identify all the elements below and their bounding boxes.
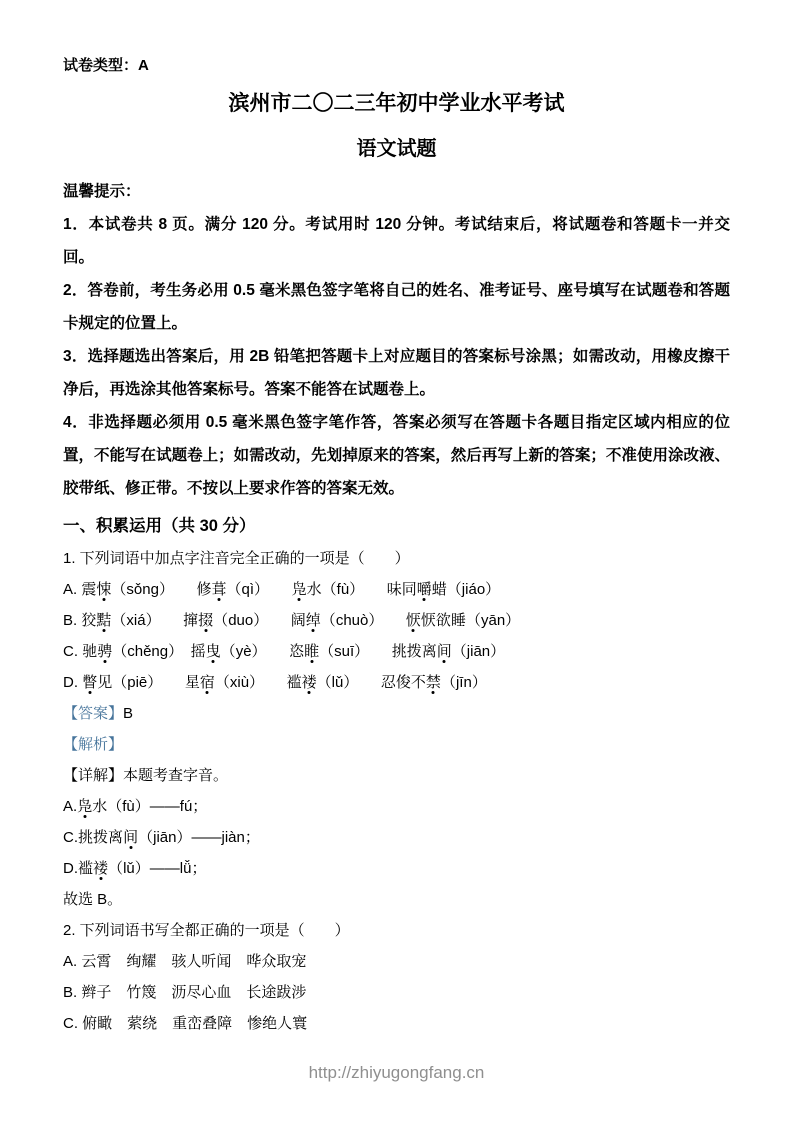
emphasized-char: 黠	[96, 612, 112, 629]
exam-subtitle: 语文试题	[356, 138, 437, 160]
question-2-option-b: B. 辫子 竹篾 沥尽心血 长途跋涉	[63, 984, 307, 1001]
emphasized-char: 凫	[77, 798, 93, 815]
detail-line-d: D.褴褛（lǔ）——lǚ；	[63, 860, 207, 877]
emphasized-char: 曳	[205, 643, 221, 660]
question-1-option-c: C. 驰骋（chěng） 摇曳（yè） 恣睢（suī） 挑拨离间（jiān）	[63, 643, 506, 660]
detail-line-intro	[63, 760, 730, 791]
emphasized-char: 绰	[305, 612, 321, 629]
analysis-label: 【解析】	[63, 736, 124, 753]
emphasized-char: 掇	[198, 612, 214, 629]
emphasized-char: 恹	[405, 612, 421, 629]
answer-label: 【答案】	[63, 705, 124, 722]
emphasized-char: 悚	[96, 581, 112, 598]
emphasized-char: 瞥	[82, 674, 98, 691]
emphasized-char: 禁	[425, 674, 441, 691]
emphasized-char: 葺	[211, 581, 227, 598]
notice-block	[63, 175, 730, 505]
question-1-stem: 1. 下列词语中加点字注音完全正确的一项是（ ）	[63, 550, 410, 567]
question-1-option-b: B. 狡黠（xiá） 撺掇（duo） 阔绰（chuò） 恹恹欲睡（yān）	[63, 612, 521, 629]
notice-heading: 温馨提示：	[63, 183, 141, 200]
detail-line-c: C.挑拨离间（jiān）——jiàn；	[63, 829, 260, 846]
detail-line-a: A.凫水（fù）——fú；	[63, 798, 208, 815]
question-1-option-d: D. 瞥见（piē） 星宿（xiù） 褴褛（lǔ） 忍俊不禁（jīn）	[63, 674, 487, 691]
notice-item-3: 3．选择题选出答案后，用 2B 铅笔把答题卡上对应题目的答案标号涂黑；如需改动，用橡皮擦干净后，再选涂其他答案标号。答案不能答在试题卷上。	[63, 348, 730, 398]
question-2-option-a: A. 云霄 绚耀 骇人听闻 哗众取宠	[63, 953, 307, 970]
question-1-option-a: A. 震悚（sǒng） 修葺（qì） 凫水（fù） 味同嚼蜡（jiáo）	[63, 581, 501, 598]
footer-url: http://zhiyugongfang.cn	[308, 1063, 485, 1082]
analysis-line	[63, 729, 730, 760]
paper-type-label: 试卷类型：A	[63, 57, 149, 74]
emphasized-char: 骋	[97, 643, 113, 660]
detail-label: 【详解】	[63, 767, 124, 784]
emphasized-char: 间	[123, 829, 139, 846]
answer-line	[63, 698, 730, 729]
notice-item-1: 1．本试卷共 8 页。满分 120 分。考试用时 120 分钟。考试结束后，将试题卷和答题卡一并交回。	[63, 216, 730, 266]
conclusion-text: 故选 B。	[63, 891, 123, 908]
exam-title: 滨州市二〇二三年初中学业水平考试	[228, 92, 565, 115]
detail-intro: 本题考查字音。	[123, 767, 229, 784]
section-1-heading: 一、积累运用（共 30 分）	[63, 517, 256, 535]
emphasized-char: 凫	[291, 581, 307, 598]
emphasized-char: 褛	[93, 860, 109, 877]
emphasized-char: 宿	[199, 674, 215, 691]
emphasized-char: 间	[436, 643, 452, 660]
emphasized-char: 嚼	[416, 581, 432, 598]
notice-item-2: 2．答卷前，考生务必用 0.5 毫米黑色签字笔将自己的姓名、准考证号、座号填写在试题卷和答题卡规定的位置上。	[63, 282, 730, 332]
emphasized-char: 褛	[301, 674, 317, 691]
notice-item-4: 4．非选择题必须用 0.5 毫米黑色签字笔作答，答案必须写在答题卡各题目指定区域内相应的位置，不能写在试题卷上；如需改动，先划掉原来的答案，然后再写上新的答案；不准使用涂改液、胶带纸、修正带。不按以上要求作答的答案无效。	[63, 414, 730, 497]
question-2-option-c: C. 俯瞰 萦绕 重峦叠障 惨绝人寰	[63, 1015, 308, 1032]
emphasized-char: 睢	[304, 643, 320, 660]
answer-value: B	[123, 705, 134, 722]
question-2-stem: 2. 下列词语书写全都正确的一项是（ ）	[63, 922, 350, 939]
